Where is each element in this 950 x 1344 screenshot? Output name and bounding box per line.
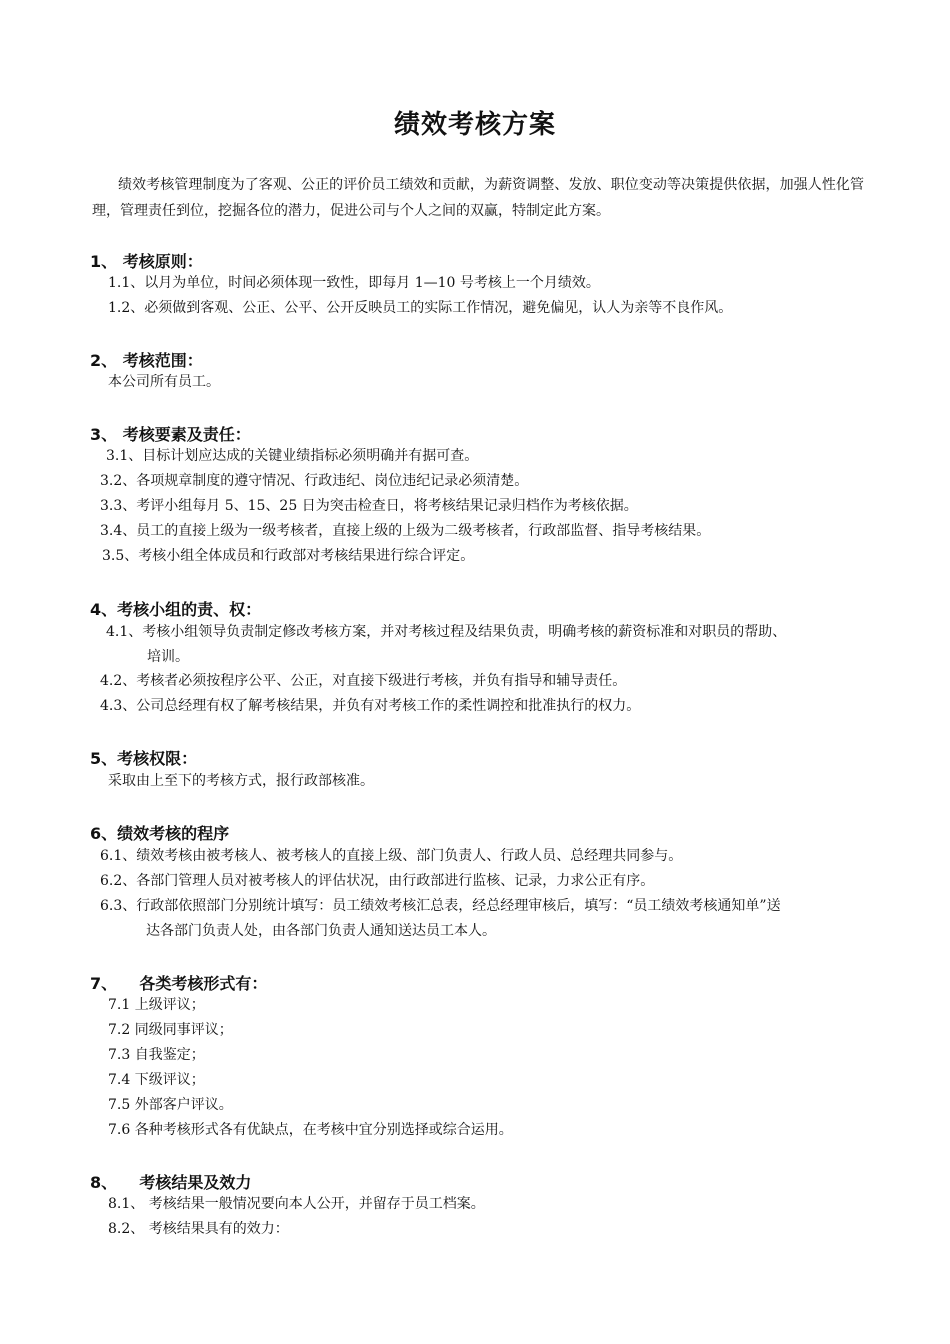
section-6-item-3 bbox=[100, 894, 876, 944]
section-2-body: 本公司所有员工。 bbox=[108, 374, 220, 390]
section-4-item-2: 4.2、考核者必须按程序公平、公正，对直接下级进行考核，并负有指导和辅导责任。 bbox=[100, 673, 627, 689]
section-1-item-1: 1.1、以月为单位，时间必须体现一致性，即每月 1—10 号考核上一个月绩效。 bbox=[108, 275, 600, 291]
section-7-item-2: 7.2 同级同事评议； bbox=[108, 1022, 233, 1038]
section-4-item-3: 4.3、公司总经理有权了解考核结果，并负有对考核工作的柔性调控和批准执行的权力。 bbox=[100, 698, 641, 714]
section-5-body: 采取由上至下的考核方式，报行政部核准。 bbox=[108, 773, 374, 789]
section-1-item-2: 1.2、必须做到客观、公正、公平、公开反映员工的实际工作情况，避免偏见，认人为亲等不良作风。 bbox=[108, 300, 733, 316]
section-3-item-5: 3.5、考核小组全体成员和行政部对考核结果进行综合评定。 bbox=[102, 548, 475, 564]
section-2-heading: 2、 考核范围： bbox=[90, 351, 203, 370]
section-8-item-2: 8.2、 考核结果具有的效力： bbox=[108, 1221, 289, 1237]
section-3-heading: 3、 考核要素及责任： bbox=[90, 425, 251, 444]
section-3-item-3: 3.3、考评小组每月 5、15、25 日为突击检查日，将考核结果记录归档作为考核依据。 bbox=[100, 498, 638, 514]
section-6-item-3-line-2: 达各部门负责人处，由各部门负责人通知送达员工本人。 bbox=[146, 923, 496, 939]
section-4-heading: 4、考核小组的责、权： bbox=[90, 600, 262, 619]
section-7-item-3: 7.3 自我鉴定； bbox=[108, 1047, 205, 1063]
section-8-heading: 8、 考核结果及效力 bbox=[90, 1173, 252, 1192]
section-6-heading: 6、绩效考核的程序 bbox=[90, 824, 230, 843]
intro-paragraph: 绩效考核管理制度为了客观、公正的评价员工绩效和贡献，为薪资调整、发放、职位变动等决策提供依据，加强人性化管理，管理责任到位，挖掘各位的潜力，促进公司与个人之间的双赢，特制定此方案。 bbox=[92, 177, 864, 219]
section-7-item-6: 7.6 各种考核形式各有优缺点，在考核中宜分别选择或综合运用。 bbox=[108, 1122, 513, 1138]
section-1-heading: 1、 考核原则： bbox=[90, 252, 203, 271]
section-7-item-4: 7.4 下级评议； bbox=[108, 1072, 205, 1088]
section-8-item-1: 8.1、 考核结果一般情况要向本人公开，并留存于员工档案。 bbox=[108, 1196, 485, 1212]
section-3-item-4: 3.4、员工的直接上级为一级考核者，直接上级的上级为二级考核者，行政部监督、指导考核结果。 bbox=[100, 523, 711, 539]
section-5-heading: 5、考核权限： bbox=[90, 749, 198, 768]
section-4-item-1-line-1: 4.1、考核小组领导负责制定修改考核方案，并对考核过程及结果负责，明确考核的薪资标准和对职员的帮助、 bbox=[106, 624, 787, 640]
section-7-item-5: 7.5 外部客户评议。 bbox=[108, 1097, 233, 1113]
section-4-item-1 bbox=[106, 620, 876, 670]
section-6-item-1: 6.1、绩效考核由被考核人、被考核人的直接上级、部门负责人、行政人员、总经理共同参与。 bbox=[100, 848, 683, 864]
section-3-item-1: 3.1、目标计划应达成的关键业绩指标必须明确并有据可查。 bbox=[106, 448, 479, 464]
section-3-item-2: 3.2、各项规章制度的遵守情况、行政违纪、岗位违纪记录必须清楚。 bbox=[100, 473, 529, 489]
section-6-item-3-line-1: 6.3、行政部依照部门分别统计填写：员工绩效考核汇总表，经总经理审核后，填写：“员工绩效考核通知单”送 bbox=[100, 898, 781, 914]
section-6-item-2: 6.2、各部门管理人员对被考核人的评估状况，由行政部进行监核、记录，力求公正有序。 bbox=[100, 873, 655, 889]
section-4-item-1-line-2: 培训。 bbox=[147, 649, 189, 665]
document-title: 绩效考核方案 bbox=[393, 110, 556, 140]
section-7-heading: 7、 各类考核形式有： bbox=[90, 974, 268, 993]
section-7-item-1: 7.1 上级评议； bbox=[108, 997, 205, 1013]
